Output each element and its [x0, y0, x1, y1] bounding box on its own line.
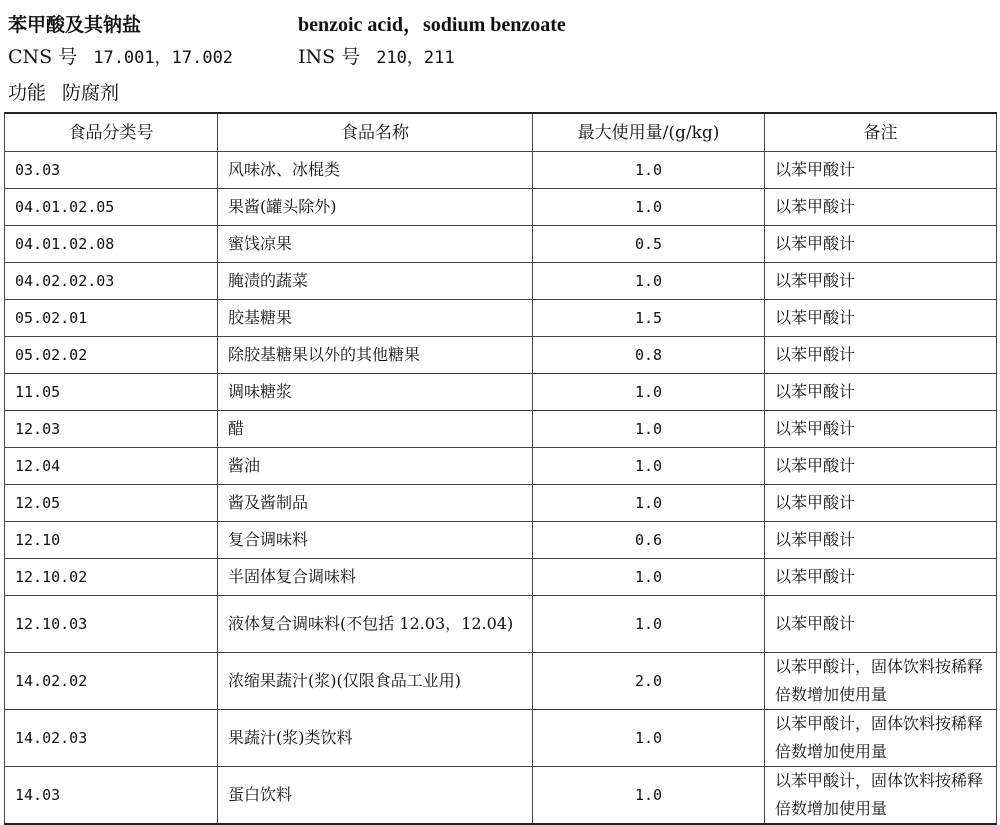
cell-food-name: 调味糖浆	[218, 374, 533, 411]
cell-note: 以苯甲酸计	[765, 152, 997, 189]
additive-chinese-name: 苯甲酸及其钠盐	[8, 14, 142, 36]
cell-max-usage: 1.0	[533, 189, 765, 226]
usage-table	[4, 112, 997, 825]
ins-value: 210，211	[376, 48, 455, 68]
cell-food-code: 12.03	[5, 411, 218, 448]
cell-max-usage: 1.0	[533, 448, 765, 485]
cell-max-usage: 1.0	[533, 596, 765, 653]
column-header-limit: 最大使用量/(g/kg)	[533, 113, 765, 152]
cell-note: 以苯甲酸计	[765, 411, 997, 448]
table-row	[5, 653, 997, 710]
cell-food-name: 酱及酱制品	[218, 485, 533, 522]
cell-food-code: 14.03	[5, 767, 218, 825]
cell-note: 以苯甲酸计	[765, 374, 997, 411]
cell-food-name: 果蔬汁(浆)类饮料	[218, 710, 533, 767]
cell-max-usage: 1.0	[533, 263, 765, 300]
table-row	[5, 448, 997, 485]
cell-food-code: 12.04	[5, 448, 218, 485]
cell-food-code: 12.10	[5, 522, 218, 559]
cell-food-name: 浓缩果蔬汁(浆)(仅限食品工业用)	[218, 653, 533, 710]
cns-value: 17.001，17.002	[93, 48, 234, 68]
cell-max-usage: 1.0	[533, 485, 765, 522]
table-row	[5, 374, 997, 411]
cell-note: 以苯甲酸计	[765, 559, 997, 596]
cell-food-code: 11.05	[5, 374, 218, 411]
cell-food-code: 12.10.02	[5, 559, 218, 596]
cell-max-usage: 0.6	[533, 522, 765, 559]
cell-food-code: 12.05	[5, 485, 218, 522]
additive-title-line	[8, 8, 566, 37]
cell-food-name: 果酱(罐头除外)	[218, 189, 533, 226]
table-row	[5, 559, 997, 596]
table-row	[5, 411, 997, 448]
cell-food-code: 12.10.03	[5, 596, 218, 653]
cell-max-usage: 0.8	[533, 337, 765, 374]
table-header-row	[5, 113, 997, 152]
additive-code-line	[8, 42, 455, 69]
cell-food-name: 除胶基糖果以外的其他糖果	[218, 337, 533, 374]
cell-food-name: 半固体复合调味料	[218, 559, 533, 596]
table-row	[5, 522, 997, 559]
cell-max-usage: 0.5	[533, 226, 765, 263]
cell-note: 以苯甲酸计	[765, 226, 997, 263]
cell-note: 以苯甲酸计	[765, 337, 997, 374]
table-row	[5, 226, 997, 263]
cell-food-code: 14.02.03	[5, 710, 218, 767]
column-header-code: 食品分类号	[5, 113, 218, 152]
function-value: 防腐剂	[62, 82, 120, 104]
cns-label: CNS 号	[8, 46, 78, 68]
cell-note: 以苯甲酸计，固体饮料按稀释倍数增加使用量	[765, 710, 997, 767]
table-row	[5, 337, 997, 374]
table-row	[5, 767, 997, 825]
cell-max-usage: 2.0	[533, 653, 765, 710]
cell-max-usage: 1.0	[533, 152, 765, 189]
cell-note: 以苯甲酸计，固体饮料按稀释倍数增加使用量	[765, 767, 997, 825]
table-row	[5, 485, 997, 522]
cell-food-code: 05.02.01	[5, 300, 218, 337]
cell-food-code: 04.01.02.05	[5, 189, 218, 226]
cell-note: 以苯甲酸计	[765, 189, 997, 226]
cell-note: 以苯甲酸计，固体饮料按稀释倍数增加使用量	[765, 653, 997, 710]
cell-max-usage: 1.0	[533, 710, 765, 767]
cell-food-name: 风味冰、冰棍类	[218, 152, 533, 189]
cell-food-name: 酱油	[218, 448, 533, 485]
cell-food-code: 04.02.02.03	[5, 263, 218, 300]
cell-note: 以苯甲酸计	[765, 263, 997, 300]
column-header-name: 食品名称	[218, 113, 533, 152]
cell-max-usage: 1.5	[533, 300, 765, 337]
function-label: 功能	[8, 82, 47, 104]
cell-food-name: 醋	[218, 411, 533, 448]
cell-note: 以苯甲酸计	[765, 300, 997, 337]
cell-note: 以苯甲酸计	[765, 596, 997, 653]
cell-food-name: 复合调味料	[218, 522, 533, 559]
cell-food-code: 05.02.02	[5, 337, 218, 374]
cell-max-usage: 1.0	[533, 559, 765, 596]
cell-food-name: 腌渍的蔬菜	[218, 263, 533, 300]
cell-food-code: 14.02.02	[5, 653, 218, 710]
cell-max-usage: 1.0	[533, 411, 765, 448]
table-row	[5, 152, 997, 189]
cell-note: 以苯甲酸计	[765, 522, 997, 559]
cell-food-name: 蛋白饮料	[218, 767, 533, 825]
table-row	[5, 189, 997, 226]
cell-food-name: 胶基糖果	[218, 300, 533, 337]
cns-block	[8, 42, 298, 69]
cell-note: 以苯甲酸计	[765, 448, 997, 485]
ins-label: INS 号	[298, 46, 361, 68]
cell-note: 以苯甲酸计	[765, 485, 997, 522]
cell-food-name: 液体复合调味料(不包括 12.03，12.04)	[218, 596, 533, 653]
cell-food-code: 03.03	[5, 152, 218, 189]
table-row	[5, 300, 997, 337]
cell-max-usage: 1.0	[533, 374, 765, 411]
additive-function-line	[8, 78, 119, 105]
table-row	[5, 263, 997, 300]
cell-max-usage: 1.0	[533, 767, 765, 825]
table-row	[5, 710, 997, 767]
table-row	[5, 596, 997, 653]
column-header-note: 备注	[765, 113, 997, 152]
cell-food-code: 04.01.02.08	[5, 226, 218, 263]
additive-english-name: benzoic acid，sodium benzoate	[298, 14, 566, 36]
cell-food-name: 蜜饯凉果	[218, 226, 533, 263]
